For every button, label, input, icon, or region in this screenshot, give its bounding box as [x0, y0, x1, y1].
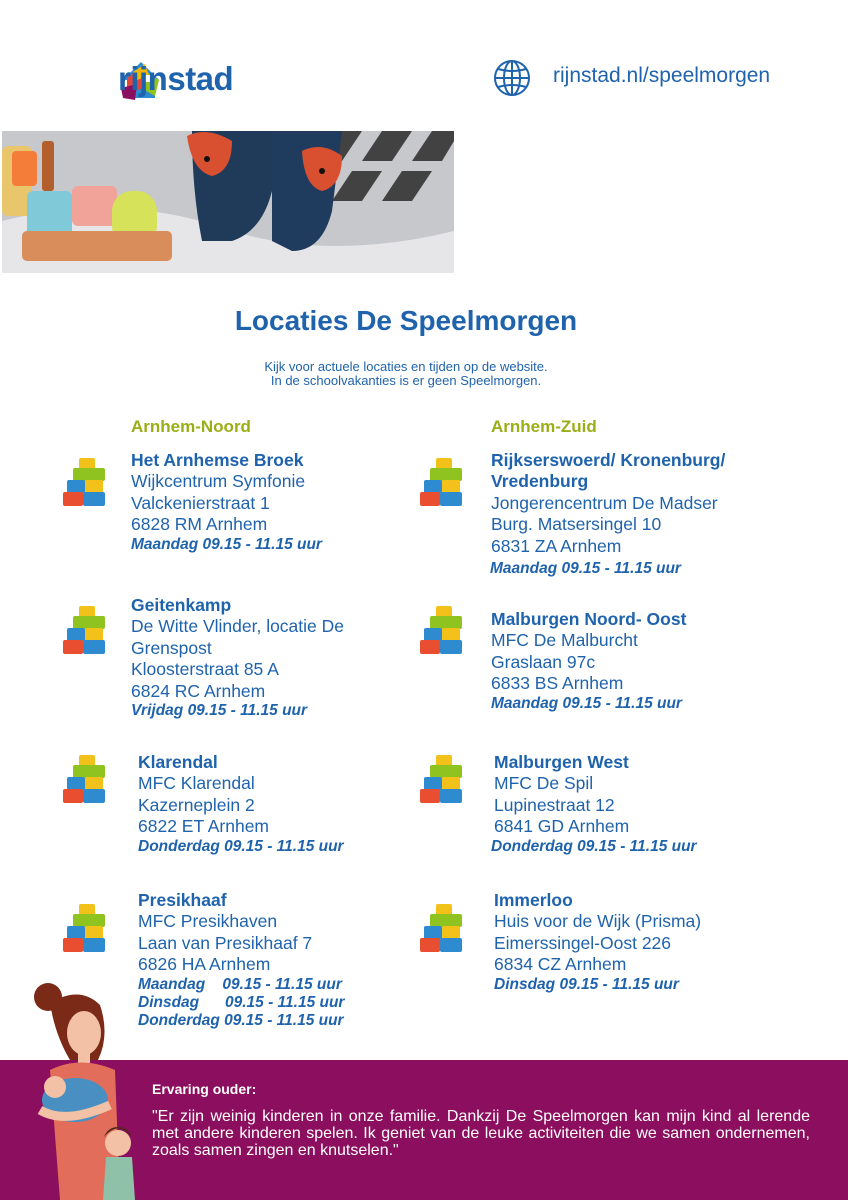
location-name: Presikhaaf: [138, 890, 227, 910]
toy-blocks-icon: [63, 456, 111, 508]
location-city: 6824 RC Arnhem: [131, 680, 266, 701]
toy-blocks-icon: [420, 902, 468, 954]
location-venue: Wijkcentrum Symfonie: [131, 471, 306, 492]
location-venue: De Witte Vlinder, locatie De: [131, 616, 345, 637]
location-city: 6828 RM Arnhem: [131, 514, 268, 535]
location-venue: MFC Presikhaven: [138, 911, 278, 932]
intro-text: [0, 360, 812, 388]
location-time: Donderdag 09.15 - 11.15 uur: [491, 837, 697, 855]
toy-blocks-icon: [63, 902, 111, 954]
toy-blocks-icon: [63, 604, 111, 656]
page-title: Locaties De Speelmorgen: [234, 305, 578, 336]
location-city: 6834 CZ Arnhem: [494, 954, 627, 975]
location-name: Geitenkamp: [131, 595, 232, 615]
location-time: Dinsdag 09.15 - 11.15 uur: [138, 993, 345, 1011]
location-time: Maandag 09.15 - 11.15 uur: [491, 694, 682, 712]
location-time: Maandag 09.15 - 11.15 uur: [131, 535, 322, 553]
location-street: Kazerneplein 2: [138, 794, 255, 815]
column-heading-north: Arnhem-Noord: [131, 417, 251, 436]
location-city: 6833 BS Arnhem: [491, 673, 624, 694]
location-time: Dinsdag 09.15 - 11.15 uur: [494, 975, 679, 993]
toy-blocks-icon: [63, 753, 111, 805]
toy-blocks-icon: [420, 753, 468, 805]
location-street: Eimerssingel-Oost 226: [494, 932, 672, 953]
column-heading-south: Arnhem-Zuid: [491, 417, 597, 436]
logo-wordmark: rijnstad: [118, 60, 234, 97]
location-name: Het Arnhemse Broek: [131, 450, 304, 470]
location-city: 6822 ET Arnhem: [138, 816, 270, 837]
location-time: Donderdag 09.15 - 11.15 uur: [138, 1011, 344, 1029]
location-time: Donderdag 09.15 - 11.15 uur: [138, 837, 344, 855]
location-het-arnhemse-broek: [131, 450, 322, 554]
location-time: Maandag 09.15 - 11.15 uur: [138, 975, 342, 993]
location-name: Rijkserswoerd/ Kronenburg/: [491, 450, 726, 470]
location-street: Kloosterstraat 85 A: [131, 659, 279, 680]
intro-line-1: Kijk voor actuele locaties en tijden op de website.: [264, 359, 548, 374]
intro-line-2: In de schoolvakanties is er geen Speelmorgen.: [270, 373, 542, 388]
location-geitenkamp: [131, 595, 344, 720]
mother-children-illustration: [20, 975, 140, 1200]
location-malburgen-noord-oost: [491, 609, 686, 713]
testimonial-quote: "Er zijn weinig kinderen in onze familie. Dankzij De Speelmorgen kan mijn kind al lerende met andere kinderen spelen. Ik geniet van de leuke activiteiten die we samen ondernemen, zoals samen zingen en knutselen.": [152, 1108, 810, 1159]
location-venue: Huis voor de Wijk (Prisma): [494, 911, 702, 932]
location-street: Valckenierstraat 1: [131, 492, 270, 513]
location-name-cont: Vredenburg: [491, 471, 589, 492]
location-klarendal: [138, 752, 344, 856]
location-street: Burg. Matsersingel 10: [491, 514, 662, 535]
location-city: 6841 GD Arnhem: [494, 816, 630, 837]
location-presikhaaf: [138, 890, 344, 1030]
location-street: Graslaan 97c: [491, 651, 596, 672]
location-time: Vrijdag 09.15 - 11.15 uur: [131, 702, 308, 720]
toy-blocks-icon: [420, 456, 468, 508]
location-venue: MFC Klarendal: [138, 773, 255, 794]
location-venue: MFC De Malburcht: [491, 630, 638, 651]
location-venue: Jongerencentrum De Madser: [491, 492, 718, 513]
location-immerloo: [494, 890, 701, 994]
location-name: Malburgen West: [494, 752, 629, 772]
location-name: Immerloo: [494, 890, 573, 910]
location-street: Laan van Presikhaaf 7: [138, 932, 313, 953]
toy-blocks-icon: [420, 604, 468, 656]
location-venue: MFC De Spil: [494, 773, 594, 794]
location-venue-cont: Grenspost: [131, 637, 212, 658]
location-time: Maandag 09.15 - 11.15 uur: [490, 560, 681, 578]
location-city: 6831 ZA Arnhem: [491, 535, 622, 556]
location-name: Malburgen Noord- Oost: [491, 609, 687, 629]
testimonial-label: Ervaring ouder:: [152, 1081, 257, 1097]
globe-icon: [493, 59, 531, 97]
header-photo-baby-toys: [2, 131, 454, 273]
website-link[interactable]: rijnstad.nl/speelmorgen: [553, 64, 771, 87]
location-name: Klarendal: [138, 752, 218, 772]
location-malburgen-west: [491, 752, 697, 856]
location-street: Lupinestraat 12: [494, 794, 615, 815]
location-rijkserswoerd: [491, 450, 725, 578]
location-city: 6826 HA Arnhem: [138, 954, 271, 975]
